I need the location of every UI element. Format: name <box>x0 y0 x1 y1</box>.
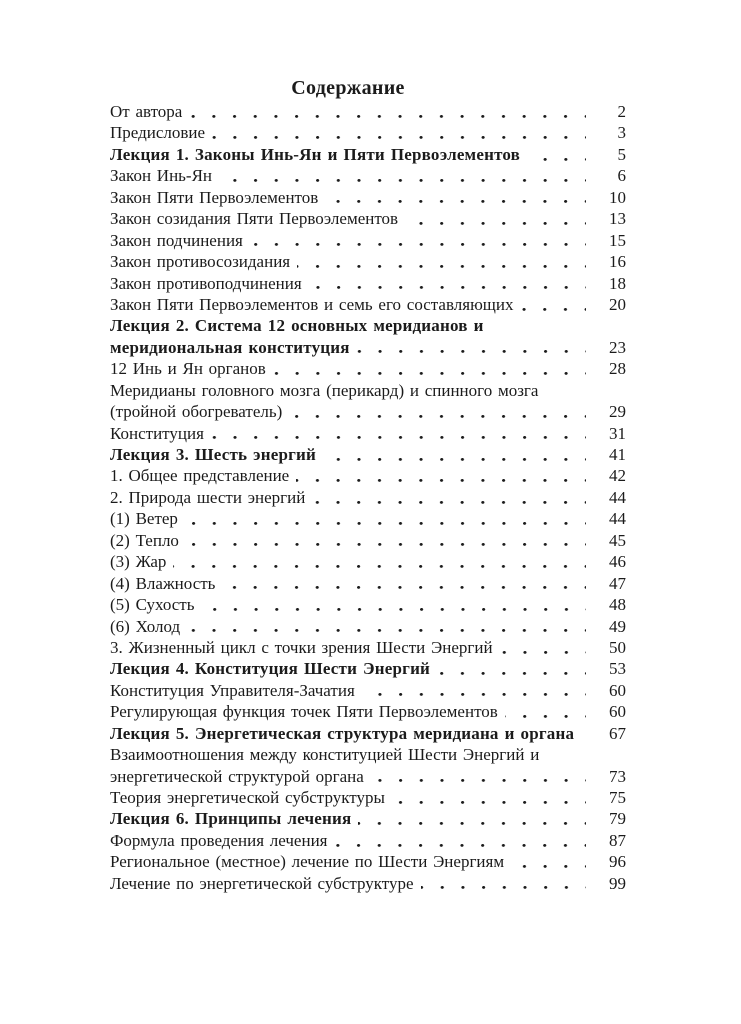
toc-row <box>110 423 626 444</box>
toc-entry-page: 73 <box>609 766 626 786</box>
toc-entry-label: Взаимоотношения между конституцией Шести Энергий и <box>110 745 540 765</box>
toc-entry-page: 42 <box>609 466 626 486</box>
toc-entry-label: (2) Тепло <box>110 530 179 550</box>
toc-row <box>110 337 626 358</box>
toc-entry-page: 75 <box>609 788 626 807</box>
toc-entry-page: 29 <box>609 402 626 422</box>
toc-entry-label: Лекция 3. Шесть энергий <box>110 445 317 464</box>
dot-leader <box>371 766 586 787</box>
toc-row <box>110 101 626 122</box>
toc-entry-label: Лекция 1. Законы Инь-Ян и Пяти Первоэлементов <box>110 144 521 164</box>
dot-leader <box>362 680 586 701</box>
dot-leader <box>546 744 586 765</box>
toc-entry-label: Теория энергетической субструктуры <box>110 788 385 807</box>
toc-entry-label: Лекция 5. Энергетическая структура меридиана и органа <box>110 723 575 743</box>
toc-entry-page: 79 <box>609 809 626 829</box>
toc-row <box>110 208 626 229</box>
toc-row <box>110 187 626 208</box>
dot-leader <box>357 337 586 358</box>
toc-row <box>110 165 626 186</box>
toc-entry-page: 48 <box>609 595 626 615</box>
dot-leader <box>505 701 586 722</box>
toc-entry-page: 10 <box>609 187 626 207</box>
toc-row <box>110 766 626 787</box>
toc-entry-label: Меридианы головного мозга (перикард) и спинного мозга <box>110 380 539 400</box>
page-title: Содержание <box>291 77 405 99</box>
toc-row <box>110 616 626 637</box>
dot-leader <box>202 594 587 615</box>
dot-leader <box>500 637 586 658</box>
toc-row <box>110 551 626 572</box>
toc-entry-page: 20 <box>609 294 626 314</box>
dot-leader <box>187 616 586 637</box>
toc-entry-label: 3. Жизненный цикл с точки зрения Шести Энергий <box>110 637 493 657</box>
toc-entry-label: (3) Жар <box>110 552 167 572</box>
dot-leader <box>185 508 586 529</box>
dot-leader <box>421 873 586 894</box>
toc-entry-page: 67 <box>609 723 626 743</box>
toc-row <box>110 787 626 808</box>
toc-row <box>110 487 626 508</box>
toc-row <box>110 680 626 701</box>
dot-leader <box>211 423 586 444</box>
dot-leader <box>250 230 586 251</box>
toc-entry-page: 45 <box>609 530 626 550</box>
dot-leader <box>312 487 586 508</box>
toc-entry-label: Лечение по энергетической субструктуре <box>110 873 414 893</box>
dot-leader <box>491 315 586 336</box>
toc-entry-page: 50 <box>609 637 626 657</box>
toc-row <box>110 401 626 422</box>
toc-entry-page: 28 <box>609 359 626 379</box>
toc-entry-label: Предисловие <box>110 123 206 143</box>
toc-entry-page: 44 <box>609 487 626 507</box>
toc-row <box>110 851 626 872</box>
dot-leader <box>334 830 586 851</box>
toc-entry-page: 44 <box>609 509 626 529</box>
toc-entry-label: 12 Инь и Ян органов <box>110 359 266 379</box>
dot-leader <box>405 208 586 229</box>
toc-entry-page: 60 <box>609 680 626 700</box>
toc-entry-page: 13 <box>609 209 626 229</box>
dot-leader <box>273 358 586 379</box>
dot-leader <box>173 551 586 572</box>
toc-row <box>110 808 626 829</box>
toc-entry-label: (1) Ветер <box>110 509 178 529</box>
toc-entry-label: Конституция <box>110 423 204 443</box>
toc-list <box>110 101 626 894</box>
toc-entry-page: 3 <box>617 123 626 143</box>
dot-leader <box>323 444 586 465</box>
toc-entry-label: От автора <box>110 102 183 121</box>
toc-entry-page: 5 <box>617 144 626 164</box>
toc-entry-page: 49 <box>609 616 626 636</box>
dot-leader <box>186 530 586 551</box>
toc-row <box>110 251 626 272</box>
dot-leader <box>545 380 586 401</box>
toc-row <box>110 873 626 894</box>
toc-entry-label: Закон созидания Пяти Первоэлементов <box>110 209 399 229</box>
toc-entry-page: 60 <box>609 702 626 722</box>
toc-entry-label: Закон противосозидания <box>110 252 291 272</box>
toc-row <box>110 465 626 486</box>
dot-leader <box>289 401 586 422</box>
toc-entry-page: 47 <box>609 573 626 593</box>
dot-leader <box>358 808 586 829</box>
toc-entry-label: Закон Пяти Первоэлементов <box>110 187 319 207</box>
dot-leader <box>222 573 586 594</box>
toc-entry-page: 46 <box>609 552 626 572</box>
toc-row <box>110 530 626 551</box>
dot-leader <box>520 294 586 315</box>
toc-entry-label: меридиональная конституция <box>110 337 350 357</box>
toc-row <box>110 144 626 165</box>
toc-row <box>110 444 626 465</box>
dot-leader <box>297 251 586 272</box>
dot-leader <box>212 122 586 143</box>
toc-row <box>110 122 626 143</box>
toc-entry-label: (6) Холод <box>110 616 181 636</box>
toc-row <box>110 723 626 744</box>
toc-entry-label: 1. Общее представление <box>110 466 290 486</box>
dot-leader <box>325 187 586 208</box>
toc-row <box>110 594 626 615</box>
toc-row <box>110 315 626 336</box>
dot-leader <box>392 787 586 808</box>
toc-entry-page: 2 <box>617 102 626 121</box>
toc-entry-label: Конституция Управителя-Зачатия <box>110 680 355 700</box>
toc-entry-label: Закон Пяти Первоэлементов и семь его составляющих <box>110 294 514 314</box>
toc-entry-page: 53 <box>609 659 626 679</box>
dot-leader <box>189 101 586 122</box>
dot-leader <box>309 273 586 294</box>
toc-row <box>110 380 626 401</box>
toc-entry-label: энергетической структурой органа <box>110 766 364 786</box>
toc-entry-page: 96 <box>609 852 626 872</box>
toc-row <box>110 658 626 679</box>
toc-entry-label: (4) Влажность <box>110 573 216 593</box>
toc-entry-label: (тройной обогреватель) <box>110 402 283 422</box>
toc-entry-label: Закон Инь-Ян <box>110 166 213 186</box>
toc-entry-label: Лекция 2. Система 12 основных меридианов и <box>110 316 484 336</box>
toc-entry-label: Закон подчинения <box>110 230 243 250</box>
toc-entry-page: 31 <box>609 423 626 443</box>
toc-row <box>110 358 626 379</box>
toc-row <box>110 230 626 251</box>
dot-leader <box>511 851 586 872</box>
toc-row <box>110 830 626 851</box>
toc-entry-page: 16 <box>609 252 626 272</box>
dot-leader <box>219 165 586 186</box>
toc-entry-label: Регулирующая функция точек Пяти Первоэлементов <box>110 702 498 722</box>
toc-entry-page: 18 <box>609 273 626 293</box>
toc-row <box>110 701 626 722</box>
dot-leader <box>296 465 586 486</box>
dot-leader <box>527 144 586 165</box>
toc-entry-label: (5) Сухость <box>110 595 195 615</box>
toc-entry-page: 87 <box>609 830 626 850</box>
toc-entry-label: Формула проведения лечения <box>110 830 328 850</box>
toc-entry-page: 99 <box>609 873 626 893</box>
toc-row <box>110 508 626 529</box>
toc-row <box>110 273 626 294</box>
toc-entry-label: Лекция 6. Принципы лечения <box>110 809 352 829</box>
toc-entry-label: Региональное (местное) лечение по Шести Энергиям <box>110 852 505 872</box>
toc-row <box>110 573 626 594</box>
toc-row <box>110 744 626 765</box>
book-page <box>110 76 626 894</box>
toc-row <box>110 294 626 315</box>
dot-leader <box>437 658 586 679</box>
toc-row <box>110 637 626 658</box>
toc-entry-page: 6 <box>617 166 626 186</box>
toc-entry-page: 15 <box>609 230 626 250</box>
toc-entry-page: 23 <box>609 337 626 357</box>
toc-entry-page: 41 <box>609 445 626 464</box>
toc-entry-label: Закон противоподчинения <box>110 273 302 293</box>
toc-entry-label: 2. Природа шести энергий <box>110 487 306 507</box>
toc-entry-label: Лекция 4. Конституция Шести Энергий <box>110 659 431 679</box>
